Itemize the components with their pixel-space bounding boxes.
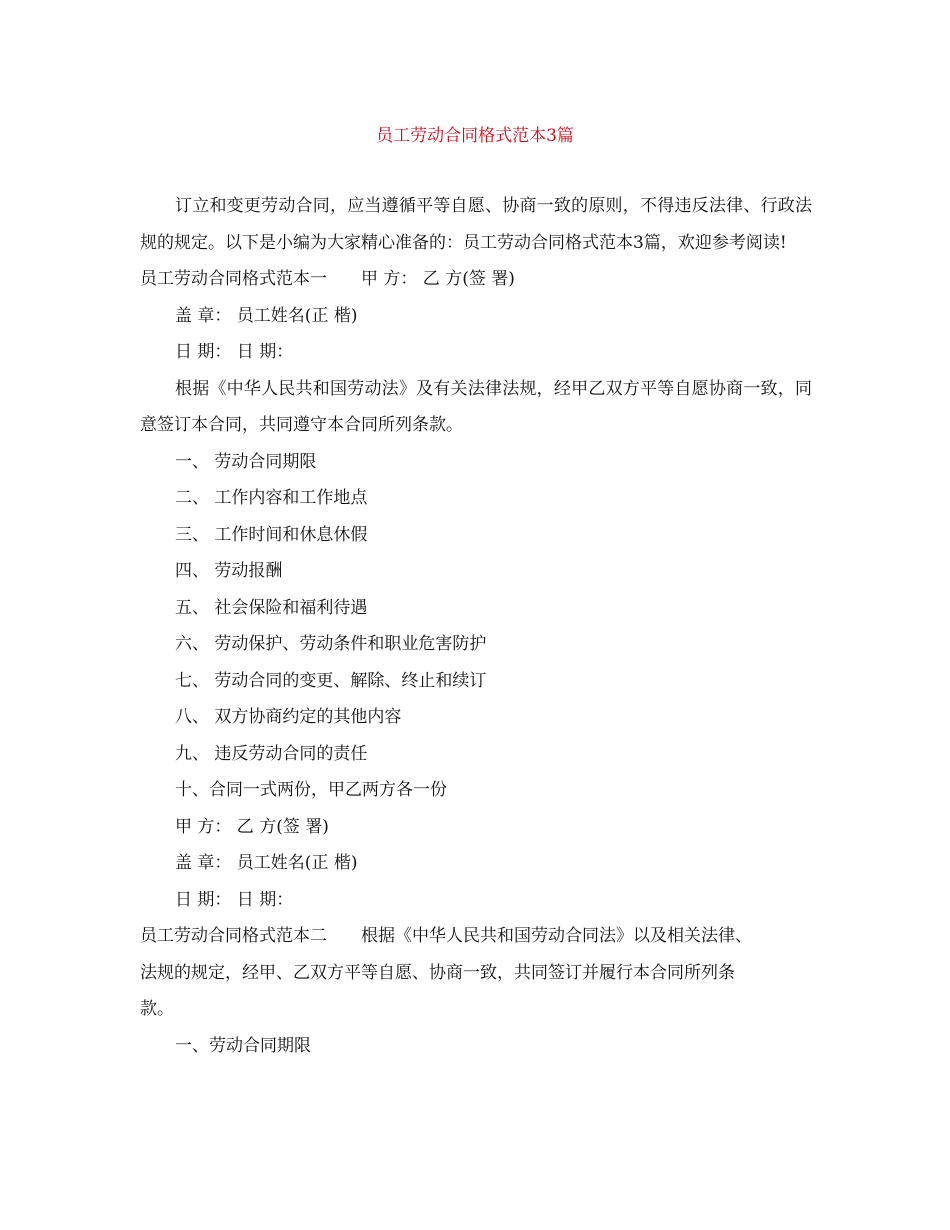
clause-item: 十、合同一式两份，甲乙两方各一份 [175, 780, 447, 800]
sample1-date-line-2: 日 期： 日 期： [175, 889, 294, 910]
sample2-heading: 员工劳动合同格式范本二 [140, 926, 327, 946]
document-body [140, 188, 812, 1064]
sample1-date-line: 日 期： 日 期： [175, 342, 294, 362]
clause-item: 一、 劳动合同期限 [175, 451, 317, 472]
sample2-clause-1: 一、劳动合同期限 [175, 1035, 311, 1056]
clause-item: 九、 违反劳动合同的责任 [175, 743, 368, 764]
sample1-seal-line-2: 盖 章： 员工姓名(正 楷) [175, 853, 358, 873]
sample1-seal-line: 盖 章： 员工姓名(正 楷) [175, 305, 358, 326]
clause-item: 二、 工作内容和工作地点 [175, 488, 368, 508]
document-title: 员工劳动合同格式范本3篇 [376, 126, 574, 146]
clause-item: 三、 工作时间和休息休假 [175, 524, 368, 545]
clause-item: 五、 社会保险和福利待遇 [175, 597, 368, 618]
clause-item: 六、 劳动保护、劳动条件和职业危害防护 [175, 634, 487, 654]
intro-paragraph: 订立和变更劳动合同，应当遵循平等自愿、协商一致的原则，不得违反法律、行政法规的规定。以下是小编为大家精心准备的：员工劳动合同格式范本3篇，欢迎参考阅读! [140, 196, 812, 253]
clause-item: 八、 双方协商约定的其他内容 [175, 707, 402, 727]
sample1-heading: 员工劳动合同格式范本一 [140, 269, 327, 289]
sample2-body-end: 款。 [140, 999, 174, 1019]
sample1-preamble: 根据《中华人民共和国劳动法》及有关法律法规，经甲乙双方平等自愿协商一致，同意签订本合同，共同遵守本合同所列条款。 [140, 378, 812, 435]
clause-item: 七、 劳动合同的变更、解除、终止和续订 [175, 670, 487, 691]
sample1-heading-tail: 甲 方： 乙 方(签 署) [361, 269, 515, 289]
sample1-party-line: 甲 方： 乙 方(签 署) [175, 816, 329, 837]
sample2-body-start: 根据《中华人民共和国劳动合同法》以及相关法律、 [361, 926, 752, 946]
sample2-body-rest: 法规的规定，经甲、乙双方平等自愿、协商一致，共同签订并履行本合同所列条 [140, 962, 735, 983]
sample2-heading-line [140, 918, 812, 955]
sample1-heading-line [140, 261, 812, 298]
clause-item: 四、 劳动报酬 [175, 561, 283, 581]
